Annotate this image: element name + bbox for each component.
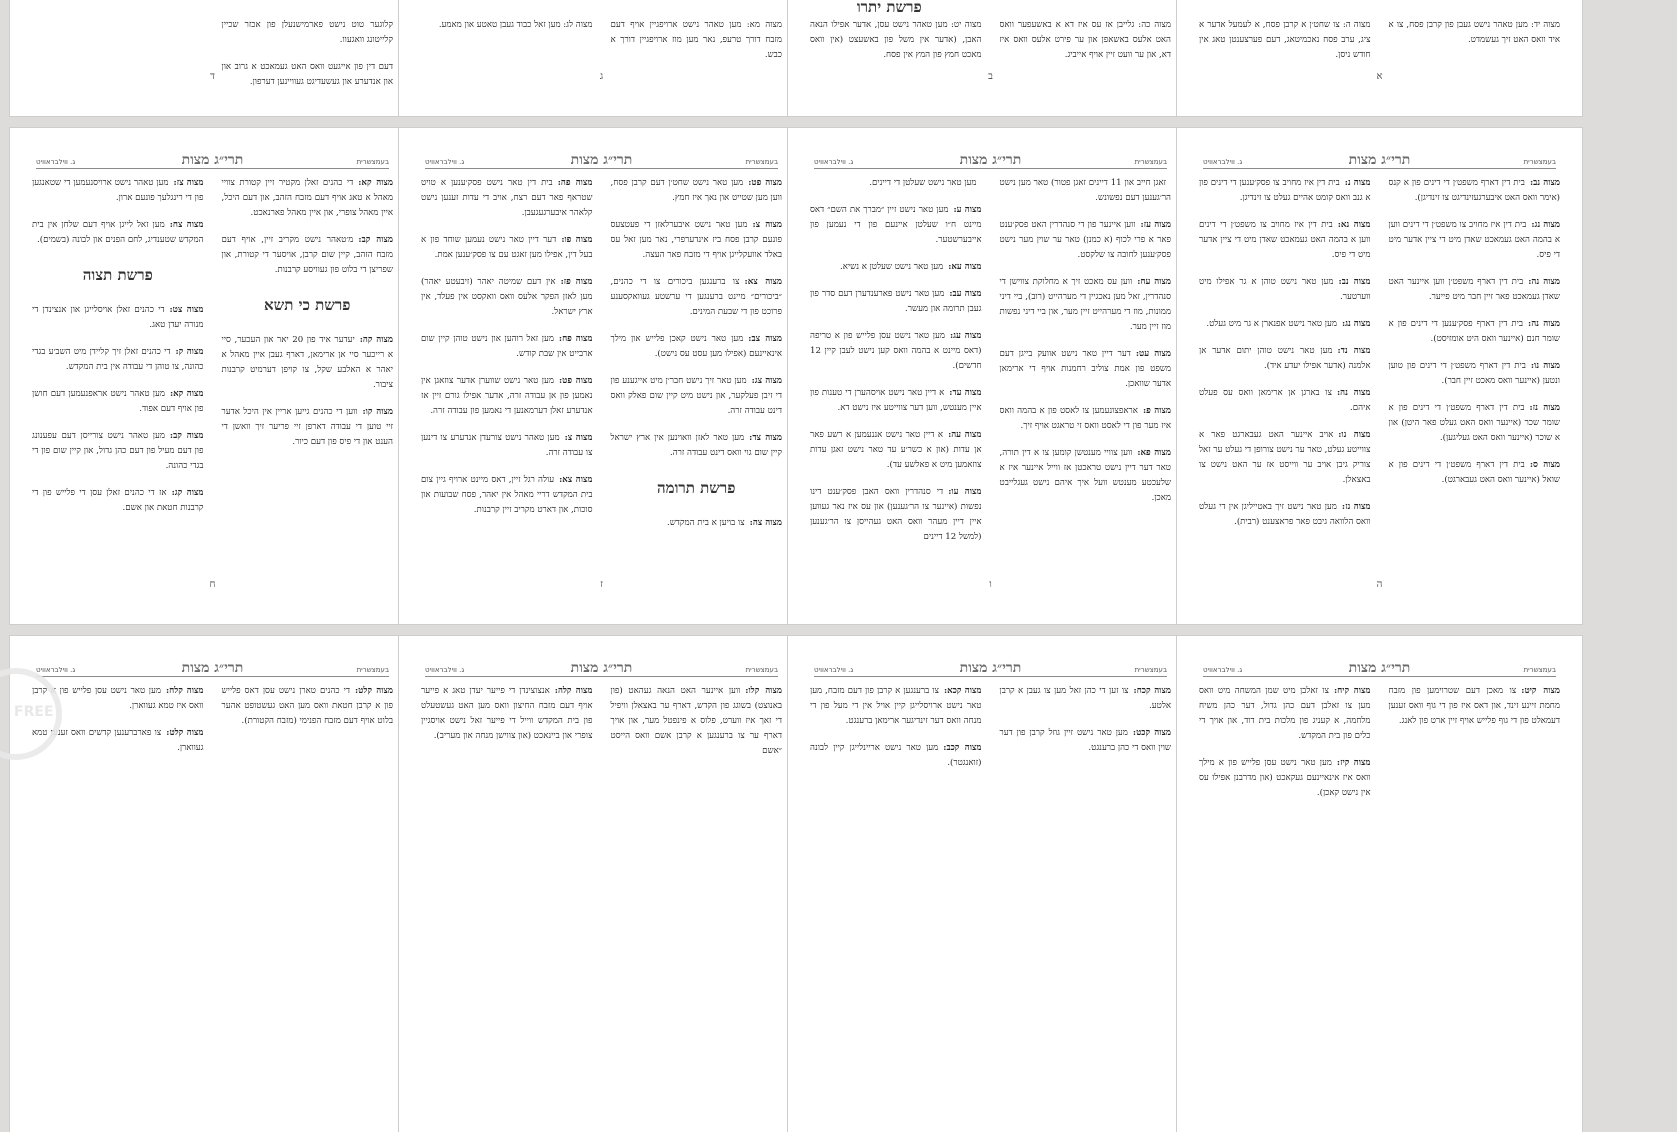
page-columns [810,18,1171,63]
mitzvah-entry [32,218,204,248]
page-header [36,662,389,677]
header-publisher: בעמצשרית [1523,158,1556,166]
mitzvah-number: מצוה קכב: [943,743,982,753]
mitzvah-entry [1000,176,1172,206]
mitzvah-entry [1389,218,1561,263]
mitzvah-number: מצוה קיט: [1521,686,1560,696]
mitzvah-entry [421,374,593,419]
mitzvah-entry [1000,218,1172,263]
mitzvah-text: אז די כהנים זאלן עסן די פלייש פון די קרבנות חטאת און אשם. [32,488,204,513]
document-page[interactable] [1177,0,1582,116]
mitzvah-entry [1199,386,1371,416]
mitzvah-text: אויב איינער האט געבארגט פאר א צווייטע געלט, טאר ער נישט צורופן די געלט ער זאל צוריק גיבן אויב ער ווייסט אז ער האט נישט צו באצאלן. [1199,430,1371,485]
mitzvah-text: בית דין דארף משפט׳ן ווען איינער האט שאדן געמאכט פאר זיין חבר מיט פייער. [1388,277,1560,302]
mitzvah-text: מען טאר נישט אפנארן א גר מיט געלט. [1206,319,1337,329]
mitzvah-number: מצוה פה: [557,178,593,188]
page-number: ג [599,71,604,82]
text-column [1199,176,1371,530]
mitzvah-entry [611,332,783,362]
header-editor: ג. ווילבראוויט [1203,666,1243,674]
document-page[interactable] [1177,128,1582,624]
mitzvah-number: מצוה נו: [1338,430,1371,440]
mitzvah-text: מען זאל רוהען און נישט טוהן קיין שום ארבייט אין שבת קודש. [421,334,593,359]
mitzvah-text: מען טאר נישט טוהן א גר אפילו מיט ווערטער. [1199,277,1371,302]
mitzvah-entry [1000,726,1172,756]
mitzvah-text: מען זאל לייגן אויף דעם שלחן אין בית המקדש שטענדיג, לחם הפנים און לבונה (בשמים). [32,220,204,245]
mitzvah-entry [1389,176,1561,206]
header-publisher: בעמצשרית [1134,666,1167,674]
mitzvah-text: דער דיין טאר נישט נעמען שוחד פון א בעל דין, אפילו מען זאגט עם צו פסק׳ענען אמת. [421,235,593,260]
mitzvah-entry [421,176,593,221]
parsha-heading: פרשת יתרו [856,0,922,16]
mitzvah-text: צו פארברענען קדשים וואס זענען טמא געווארן. [32,728,204,753]
mitzvah-entry [32,387,204,417]
mitzvah-number: מצוה עו: [948,487,982,497]
text-paragraph: מצוה לג: מען זאל כבוד געבן טאטע און מאמע. [438,20,593,30]
mitzvah-entry [611,516,783,531]
text-column [810,18,982,63]
text-column [611,684,783,759]
text-column [421,176,593,531]
mitzvah-number: מצוה צח: [169,220,204,230]
text-column [1389,18,1561,63]
mitzvah-number: מצוה קלח: [165,686,204,696]
document-page[interactable] [788,0,1193,116]
mitzvah-text: צו זען די כהן זאל מען צו געבן א קרבן אלטע. [999,686,1171,711]
mitzvah-entry [32,429,204,474]
mitzvah-entry [1389,684,1561,729]
mitzvah-text: די כהנים זאלן מקטיר זיין קטורת צוויי מאהל א טאג אויף דעם מזבח הזהב, און דעם היכל, איין מאהל צופרי, און איין מאהל פארנאכט. [221,178,393,218]
mitzvah-number: מצוה עט: [1135,349,1171,359]
mitzvah-entry [32,486,204,516]
mitzvah-entry [32,303,204,333]
mitzvah-entry [421,684,593,744]
mitzvah-entry [810,741,982,771]
text-column [421,684,593,759]
mitzvah-number: מצוה קב: [358,235,393,245]
mitzvah-text: מען טאהר נישט צורייסן דעם עפענונג פון דעם מעיל פון דעם כהן גדול, און קיין שום פון די בגדי כהונה. [32,431,204,471]
mitzvah-entry [611,431,783,461]
mitzvah-entry [611,218,783,263]
page-number: ח [209,579,216,590]
text-column [1000,176,1172,545]
text-column [421,18,593,63]
mitzvah-entry [222,333,394,393]
mitzvah-number: מצוה נה: [1337,388,1371,398]
parsha-heading: פרשת כי תשא [264,296,351,314]
mitzvah-entry [1199,500,1371,530]
mitzvah-text: מען טאר נישט איבערלאזן די פעטצעס פונעם קרבן פסח ביז אינדערפרי, נאר מען זאל עס באלד אוועקלייגן אויף די מזבח פאר העצה. [610,220,782,260]
mitzvah-entry [222,233,394,278]
mitzvah-entry [1000,684,1172,714]
mitzvah-text: צו ברענגען א קרבן פון דעם מזבח, מען טאר נישט ארויסלייגן קיין אויל אין די מעל פון די מנחה וואס דער זינדיגער ארימאן ברענגט. [810,686,982,726]
mitzvah-entry [810,176,982,191]
mitzvah-number: מצוה קיז: [1336,758,1371,768]
mitzvah-entry [222,405,394,450]
text-column [611,176,783,531]
mitzvah-entry [1199,275,1371,305]
mitzvah-entry [421,275,593,320]
page-columns [1199,684,1560,801]
mitzvah-text: בית דין איז מחויב צו משפט׳ן די דינים ווען א בהמה האט געמאכט שאדן מיט די ציין אדער מיט די פיס. [1388,220,1560,260]
page-columns [1199,18,1560,63]
document-page[interactable] [399,128,804,624]
mitzvah-entry [1000,446,1172,506]
mitzvah-number: מצוה נה: [1528,277,1560,287]
mitzvah-text: די כהנים זאלן זיך קליידן מיט השב׳ע בגדי כהונה, צו טוהן די עבודה אין בית המקדש. [32,347,204,372]
mitzvah-entry [421,233,593,263]
mitzvah-text: צו בויען א בית המקדש. [666,518,745,528]
watermark-seal: FREE [0,668,62,760]
mitzvah-number: מצוה צ: [752,220,783,230]
mitzvah-entry [1000,404,1172,434]
parsha-heading: פרשת תרומה [657,479,736,497]
mitzvah-entry [222,684,394,729]
mitzvah-text: זאגן חייב און 11 דיינים זאגן פטור) טאר מען נישט הר׳גענען דעם נפשונש. [999,178,1171,203]
mitzvah-number: מצוה נז: [1341,502,1371,512]
mitzvah-text: יעדער איד פון 20 יאר און העכער, סיי א רייכער סיי אן ארימאן, דארף געבן איין מאהל א יאהר א האלבע שקל, צו קויפן דערמיט קרבנות ציבור. [221,335,393,390]
mitzvah-number: מצוה קלו: [745,686,782,696]
mitzvah-text: די סנהדרין וואס האבן פסק׳ענט דינו נפשות (איינער צו הר׳גענען) און עס איז נאר געווען איין דיין מעהר וואס האט געהייסן צו הר׳גענען (למשל 12 דיינים [810,487,982,542]
page-columns [421,176,782,531]
mitzvah-entry [32,176,204,206]
header-publisher: בעמצשרית [1134,158,1167,166]
mitzvah-number: מצוה פ: [1142,406,1172,416]
header-title: תרי״ג מצות [570,660,633,676]
mitzvah-number: מצוה נה: [1528,319,1561,329]
mitzvah-number: מצוה צה: [749,518,782,528]
page-number: ב [988,71,993,82]
mitzvah-text: א דיין טאר נישט אויסהערן די טענות פון איין מענטש, ווען דער צווייטע איז נישט דא. [810,388,982,413]
mitzvah-number: מצוה פט: [748,178,782,188]
mitzvah-entry [1389,275,1561,305]
header-editor: ג. ווילבראוויט [425,158,465,166]
mitzvah-text: בית דין טאר נישט פסק׳ענען א טויט שטראף פאר דעם רצח, אויב די עדות זענען נישט קלאהר איבערגעגעבן. [421,178,593,218]
mitzvah-number: מצוה צא: [744,277,782,287]
mitzvah-text: בית דין דארף משפט׳ן די דינים פון א שואל (איינער וואס האט געבארגט). [1388,460,1560,485]
document-page[interactable] [788,128,1193,624]
header-publisher: בעמצשרית [745,666,778,674]
header-editor: ג. ווילבראוויט [425,666,465,674]
header-title: תרי״ג מצות [959,152,1022,168]
header-title: תרי״ג מצות [959,660,1022,676]
text-paragraph: מצוה ה: צו שחט׳ן א קרבן פסח, א לעמעל אדער א ציג, ערב פסח נאכמיטאג, דעם פערצענטן טאג אין חודש ניסן. [1199,20,1371,60]
mitzvah-entry [421,473,593,518]
page-columns [810,684,1171,771]
text-paragraph: מצוה מא: מען טאהר נישט ארויפגיין אויף דעם מזבח דורך טרעפ, נאר מען מוז ארויפגיין דורך א כבש. [610,20,782,60]
mitzvah-text: די כהנים זאלן אויסלייגן און אנצינדן די מנורה יעדן טאג. [32,305,204,330]
mitzvah-number: מצוה קג: [171,488,204,498]
mitzvah-number: מצוה קלה: [554,686,593,696]
mitzvah-entry [1389,458,1561,488]
text-paragraph: דעם דין פון אייגעט וואס האט געמאכט א גרוב און און אנדערע און געשעדיגט געוויינען דערפון. [221,62,393,87]
document-page[interactable] [10,128,415,624]
mitzvah-text: דער דיין טאר נישט אוועק בייגן דעם משפט פון אמת צוליב רחמנות אויף די ארימאן אדער שוואכן. [999,349,1171,389]
mitzvah-text: מען טאר נישט זיין גוזל קרבן פון דער שוין וואס די כהן ברענגט. [999,728,1171,753]
header-publisher: בעמצשרית [1523,666,1556,674]
mitzvah-text: מען טאר נישט עסן פלייש פון א קרבן וואס איז טמא געווארן. [32,686,204,711]
mitzvah-text: מען טאר לאזן וואוינען אין ארץ ישראל קיין שום גוי וואס דינט עבודה זרה. [610,433,782,458]
mitzvah-text: צו מאכן דעם שטרוימען פון מזבח מחמת זיינע זינד, און דאס איז פון די גוף וואס זענען דעמאלט פון די גוף פלייש אויף זיין ארט פון לאנג. [1388,686,1560,726]
mitzvah-entry [1199,317,1371,332]
mitzvah-text: מען טאהר נישט ארויסנעמען די שטאנגען פון די רינגלעך פונעם ארון. [32,178,204,203]
mitzvah-number: מצוה עז: [1140,220,1171,230]
text-column [1199,684,1371,801]
mitzvah-number: מצוה צז: [173,178,204,188]
mitzvah-number: מצוה צ: [564,433,593,443]
mitzvah-number: מצוה עח: [1137,277,1171,287]
mitzvah-number: מצוה קלט: [354,686,394,696]
mitzvah-number: מצוה פא: [1137,448,1171,458]
mitzvah-entry [611,374,783,419]
mitzvah-entry [1199,684,1371,744]
mitzvah-text: עולה רגל זיין, דאס מיינט ארויף גיין צום בית המקדש דריי מאהל אין יאהר, פסח שבועות און סוכות, און דארט מקריב זיין קרבנות. [421,475,593,515]
mitzvah-number: מצוה נד: [1337,346,1371,356]
page-columns [1199,176,1560,530]
header-title: תרי״ג מצות [181,660,244,676]
mitzvah-text: בית דין איז מחויב צו פסק׳ענען די דינים פון א גנב וואס קומט אהיים געלט צו זינדיגן. [1199,178,1371,203]
mitzvah-text: בית דין דארף משפט׳ן די דינים פון א שומר שכר (איינער וואס האט געלט פאר היטן) און א שוכר (איינער וואס האט געליגען). [1388,403,1560,443]
mitzvah-entry [810,428,982,473]
page-number: ה [1376,579,1383,590]
mitzvah-entry [1389,317,1561,347]
mitzvah-entry [611,275,783,320]
mitzvah-number: מצוה פט: [558,376,593,386]
text-paragraph: מצוה כה: גלייבן אז עס איז דא א באשעפער וואס האט אלעס באשאפן און ער פירט אלעס וואס איז דא, און ער וועט זיין אויף אייביג. [999,20,1171,60]
text-paragraph: קלוגער טוט נישט פארמישנעלן פון אכזר שכיין קלייטונג וואגעוו. [221,20,393,45]
page-header [425,154,778,169]
header-editor: ג. ווילבראוויט [1203,158,1243,166]
mitzvah-number: מצוה נא: [1337,220,1371,230]
page-columns [810,176,1171,545]
mitzvah-entry [810,684,982,729]
mitzvah-entry [1199,756,1371,801]
mitzvah-number: מצוה קלט: [166,728,204,738]
mitzvah-text: מ׳טאהר נישט מקריב זיין, אויף דעם מזבח הזהב, קיין שום קרבן, אויסער די קטורת, און שפריצן די בלוט פון געוויסע קרבנות. [221,235,393,275]
header-publisher: בעמצשרית [745,158,778,166]
mitzvah-entry [810,485,982,545]
mitzvah-number: מצוה קה: [359,335,393,345]
text-paragraph: מצוה יט: מען טאהר נישט עסן, אדער אפילו הנאה האבן, (אדער אין משל פון באשעצט (אין וואס מאכט חמץ פון המץ אין פסח. [810,20,982,60]
mitzvah-number: מצוה פז: [560,277,593,287]
page-header [425,662,778,677]
text-column [1389,176,1561,530]
mitzvah-entry [1000,347,1172,392]
mitzvah-number: מצוה קיח: [1334,686,1371,696]
page-columns [421,684,782,759]
page-header [1203,154,1556,169]
mitzvah-text: ווען צוויי מענטשן קומען צו א דין תורה, טאר דער דיין נישט טראכטן אז ווייל איינער איז א שלעכטע מענטש וועל איך איהם נישט געגלייבט מאכן. [999,448,1171,503]
mitzvah-text: ווען איינער פון די סנהדרין האט פסק׳ענט פאר א פרי לכוף (א כמנן) טאר ער שוין מער נישט פסק׳ענען לחובה צו שלקסט. [999,220,1171,260]
text-column [611,18,783,63]
page-columns [32,684,393,756]
mitzvah-text: צו זאלבן מיט שמן המשחה מיט וואס מען צו זאלבן דעם כהן גדול, דער כהן משיח מלחמה, א קעניג פון מלכות בית דוד, און אויך די כלים פון בית המקדש. [1199,686,1371,741]
mitzvah-text: בית דין דארף משפט׳ן די דינים פון א קנס (אימר וואס האט איבערגעזינדיגט צו זינדיגן). [1388,178,1560,203]
mitzvah-number: מצוה קא: [169,389,204,399]
mitzvah-number: מצוה נ: [1344,178,1371,188]
header-title: תרי״ג מצות [181,152,244,168]
header-editor: ג. ווילבראוויט [814,666,854,674]
text-column [222,176,394,516]
page-header [36,154,389,169]
mitzvah-number: מצוה נז: [1529,403,1560,413]
mitzvah-number: מצוה צא: [559,475,593,485]
mitzvah-entry [421,332,593,362]
mitzvah-entry [1000,275,1172,335]
mitzvah-number: מצוה ע: [953,205,982,215]
text-column [1199,18,1371,63]
mitzvah-entry [421,431,593,461]
mitzvah-number: מצוה פח: [558,334,593,344]
page-columns [421,18,782,63]
document-page[interactable] [399,636,804,1132]
header-title: תרי״ג מצות [570,152,633,168]
mitzvah-number: מצוה צד: [749,433,783,443]
mitzvah-text: מען טאר נישט עסן פלייש פון א מילך וואס איז אינאיינעם געקאכט (און מדרבנן אפילו עס אין נישט קאכן). [1199,758,1371,798]
mitzvah-number: מצוה נו: [1530,361,1560,371]
mitzvah-number: מצוה צט: [169,305,204,315]
mitzvah-number: מצוה נב: [1529,178,1561,188]
mitzvah-number: מצוה עג: [949,331,982,341]
header-editor: ג. ווילבראוויט [814,158,854,166]
mitzvah-number: מצוה קו: [362,407,394,417]
mitzvah-entry [810,329,982,374]
mitzvah-number: מצוה קכח: [1133,686,1171,696]
mitzvah-text: מען טאר נישט שווערן אדער צוזאגן אין נאמען פון אן עבודה זרה, אדער אפילו גורם זיין אז אנדערע זאלן דערמאנען די נאמען פון עבודה זרה. [421,376,593,416]
page-header [814,154,1167,169]
mitzvah-entry [611,176,783,206]
page-header [814,662,1167,677]
mitzvah-number: מצוה צג: [751,376,782,386]
page-columns [32,176,393,516]
document-page[interactable] [788,636,1193,1132]
mitzvah-entry [810,287,982,317]
text-column [810,176,982,545]
text-column [1000,684,1172,771]
mitzvah-text: מען טאר נישט זיין ״מברך את השם״ דאס מיינט ח״ו שעלטן איינעם פון די נעמען פון אייבערשטער. [810,205,982,245]
page-number: ו [989,579,992,590]
header-editor: ג. ווילבראוויט [36,158,76,166]
mitzvah-entry [1199,428,1371,488]
mitzvah-text: מען טאהר נישט צורעדן אנדערע צו דינען צו עבודה זרה. [421,433,593,458]
mitzvah-number: מצוה קכט: [1132,728,1171,738]
mitzvah-entry [810,386,982,416]
mitzvah-text: מען טאר נישט זיך באטייליגן אין די געלט וואס הלוואה גיבט פאר פראצענט (רבית). [1199,502,1371,527]
mitzvah-text: בית דין איז מחויב צו משפט׳ן די דינים ווען א בהמה האט געמאכט שאדן מיט די ציין אדער מיט די פיס. [1199,220,1371,260]
mitzvah-entry [810,260,982,275]
mitzvah-text: מען טאר נישט פארענדערן דעם סדר פון געבן תרומה און מעשר. [810,289,982,314]
mitzvah-entry [32,345,204,375]
parsha-heading: פרשת תצוה [82,266,153,284]
mitzvah-entry [1199,176,1371,206]
mitzvah-text: מען טאר זיך נישט חבר׳ן מיט אייגענע פון די זיבן פעלקער, און נישט מיט קיין שום פאלק וואס דינט עבודה זרה. [610,376,782,416]
page-number: ז [600,579,603,590]
mitzvah-text: אראפצונעמען צו לאסט פון א בהמה וואס איז מער פון די לאסט וואס זי טראגט אויף זיך. [999,406,1171,431]
header-title: תרי״ג מצות [1348,152,1411,168]
document-page[interactable] [10,636,415,1132]
mitzvah-text: מען טאר נישט שחט׳ן דעם קרבן פסח, ווען מען שטייט און נאך איז חמץ. [610,178,782,203]
mitzvah-text: ווען די כהנים גייען אריין אין היכל אדער זיי טוען די עבודה דארפן זיי פריער זיך וואשן די הענט און די פיס פון דעם כיור. [221,407,393,447]
mitzvah-number: מצוה עב: [949,289,982,299]
header-publisher: בעמצשרית [356,666,389,674]
mitzvah-text: א דיין טאר נישט אננעמען א רשע פאר אן עדות (און א כשר׳ע עד טאר נישט זאגן עדות צוזאמען מיט א פאלשע עד). [810,430,982,470]
mitzvah-text: מען טאהר נישט אראפנעמען דעם חושן פון אויף דעם אפוד. [32,389,204,414]
mitzvah-number: מצוה צב: [748,334,783,344]
document-page[interactable] [1177,636,1582,1132]
mitzvah-number: מצוה קכא: [943,686,982,696]
mitzvah-number: מצוה ק: [175,347,204,357]
mitzvah-text: ווען איינער האט הנאה געהאט (פון באנוצט) בשוגג פון הקדש, דארף ער באצאלן וויפיל די זאך איז ווערט, פלוס א פינפטל מער, און אויך דארף ער צו ברענגען א קרבן אשם וואס הייסט ״אשם [610,686,782,756]
mitzvah-number: מצוה קב: [169,431,204,441]
mitzvah-number: מצוה נב: [1338,277,1371,287]
mitzvah-text: בית דין דארף משפט׳ן די דינים פון טוען ונטען (איינער וואס מאכט זיין חבר). [1388,361,1560,386]
text-column [222,684,394,756]
mitzvah-entry [611,684,783,759]
mitzvah-entry [1199,344,1371,374]
document-page[interactable] [399,0,804,116]
mitzvah-number: מצוה עה: [948,430,982,440]
page-number: ד [210,71,215,82]
header-editor: ג. ווילבראוויט [36,666,76,674]
text-column [1389,684,1561,801]
mitzvah-number: מצוה עד: [949,388,982,398]
mitzvah-text: מען טאר נישט טוהן יתום אדער אן אלמנה (אדער אפילו יעדע איד). [1199,346,1371,371]
mitzvah-text: צו ברענגען ביכורים צו די כהנים, ״ביכורים״ מיינט ברענגען די ערשטע געוואקסענע פרוכט פון די שבעת המינים. [610,277,782,317]
mitzvah-text: די כהנים טארן נישט עסן דאס פלייש פון א קרבן חטאת וואס מען האט געשטופט אהער בלוט אויף דעם מזבח הפנימי (מזבח הקטורת). [221,686,393,726]
text-paragraph: מצוה יד: מען טאהר נישט געבן פון קרבן פסח, צו א איד וואס האט זיך געשמדט. [1388,20,1560,45]
page-header [1203,662,1556,677]
mitzvah-number: מצוה עא: [948,262,982,272]
page-number: א [1376,71,1383,82]
mitzvah-text: מען טאר נישט שעלטן די דיינים. [869,178,977,188]
mitzvah-number: מצוה קא: [358,178,393,188]
mitzvah-entry [222,176,394,221]
mitzvah-text: מען טאר נישט עסן פלייש פון א טריפה (דאס מיינט א בהמה וואס קען נישט לעבן קיין 12 חדשים). [810,331,982,371]
mitzvah-number: מצוה ס: [1529,460,1560,470]
header-publisher: בעמצשרית [356,158,389,166]
mitzvah-text: מען טאר נישט אריינלייגן קיין לבונה (זואנגטר). [810,743,982,768]
mitzvah-number: מצוה נג: [1531,220,1560,230]
mitzvah-number: מצוה נג: [1341,319,1371,329]
mitzvah-text: בית דין דארף פסק׳ענען די דינים פון א שומר חנם (איינער וואס היט אומזיסט). [1388,319,1560,344]
mitzvah-text: אין דעם שמיטה יאהר (זיבעטע יאהר) מען לאזן הפקר אלעס וואס וואקסט אין פעלד, אין ארץ ישראל. [421,277,593,317]
mitzvah-number: מצוה פו: [561,235,593,245]
mitzvah-text: צו בארגן אן ארימאן וואס עס פעלט איהם. [1199,388,1371,413]
text-column [32,176,204,516]
mitzvah-text: ווען עס מאכט זיך א מחלוקת צווישן די סנהדרין, זאל מען נאכגיין די מערהייט (רוב), ביי דיני ממונות, מוז די מערהייט זיין מער, און ביי דיני נפשות מוז זיין מער. [999,277,1171,332]
mitzvah-text: אנצוצינדן די פייער יעדן טאג א פייער אויף דעם מזבח החיצון וואס מען האט געשטעלט פון בית המקדש ווייל די פייער זאל נישט אויסגיין צופרי און ביינאכט (און צווישן מנחה און מעריב). [421,686,593,741]
mitzvah-entry [1389,401,1561,446]
mitzvah-text: מען טאר נישט שעלטן א נשיא. [839,262,944,272]
mitzvah-entry [810,203,982,248]
header-title: תרי״ג מצות [1348,660,1411,676]
mitzvah-entry [1389,359,1561,389]
text-column [1000,18,1172,63]
mitzvah-entry [1199,218,1371,263]
mitzvah-text: מען טאר נישט קאכן פלייש און מילך אינאיינעם (אפילו מען עסט עס נישט). [610,334,782,359]
text-column [810,684,982,771]
document-page[interactable] [10,0,415,116]
